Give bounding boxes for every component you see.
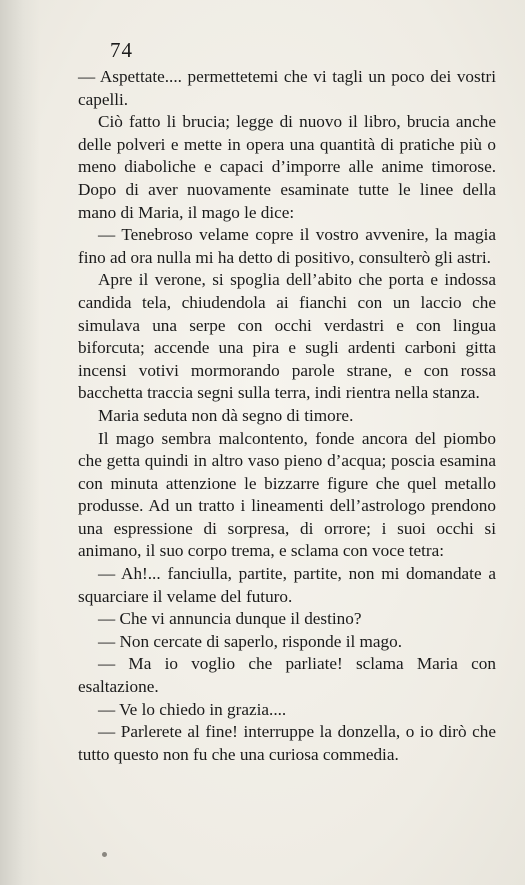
page-number: 74 — [110, 38, 133, 62]
paragraph: Ciò fatto li brucia; legge di nuovo il libro, brucia anche delle polveri e mette in opera una quantità di pratiche più o meno diaboliche e capaci d’imporre alle anime timorose. Dopo di aver nuovamente esaminate tutte le linee della mano di Maria, il mago le dice: — [78, 112, 496, 222]
paragraph: — Ah!... fanciulla, partite, partite, non mi domandate a squarciare il velame del futuro. — [78, 564, 496, 606]
paragraph: Il mago sembra malcontento, fonde ancora del piombo che getta quindi in altro vaso pieno d’acqua; poscia esamina con minuta attenzione le bizzarre figure che quel metallo produsse. Ad un tratto i lineamenti dell’astrologo prendono una espressione di sorpresa, di orrore; i suoi occhi si animano, il suo corpo trema, e sclama con voce tetra: — [78, 428, 496, 561]
paragraph: — Parlerete al fine! interruppe la donzella, o io dirò che tutto questo non fu che una curiosa commedia. — [78, 722, 496, 764]
body-text — [78, 66, 496, 766]
paragraph: — Che vi annuncia dunque il destino? — [98, 609, 362, 629]
paragraph: — Ve lo chiedo in grazia.... — [98, 699, 287, 719]
paragraph: Maria seduta non dà segno di timore. — [98, 405, 354, 425]
paragraph: — Tenebroso velame copre il vostro avvenire, la magia fino ad ora nulla mi ha detto di positivo, consulterò gli astri. — [78, 225, 496, 267]
ink-smudge — [102, 852, 107, 857]
paragraph: — Ma io voglio che parliate! sclama Maria con esaltazione. — [78, 654, 496, 697]
paragraph: — Aspettate.... permettetemi che vi tagli un poco dei vostri capelli. — [78, 67, 496, 109]
page-binding-shadow — [0, 0, 40, 885]
paragraph: — Non cercate di saperlo, risponde il mago. — [98, 631, 403, 651]
paragraph: Apre il verone, si spoglia dell’abito che porta e indossa candida tela, chiudendola ai fianchi con un laccio che simulava una serpe con occhi verdastri e con lingua biforcuta; accende una pira e sugli ardenti carboni gitta incensi votivi mormorando parole strane, e con rossa bacchetta traccia segni sulla terra, indi rientra nella stanza. — [78, 270, 496, 403]
